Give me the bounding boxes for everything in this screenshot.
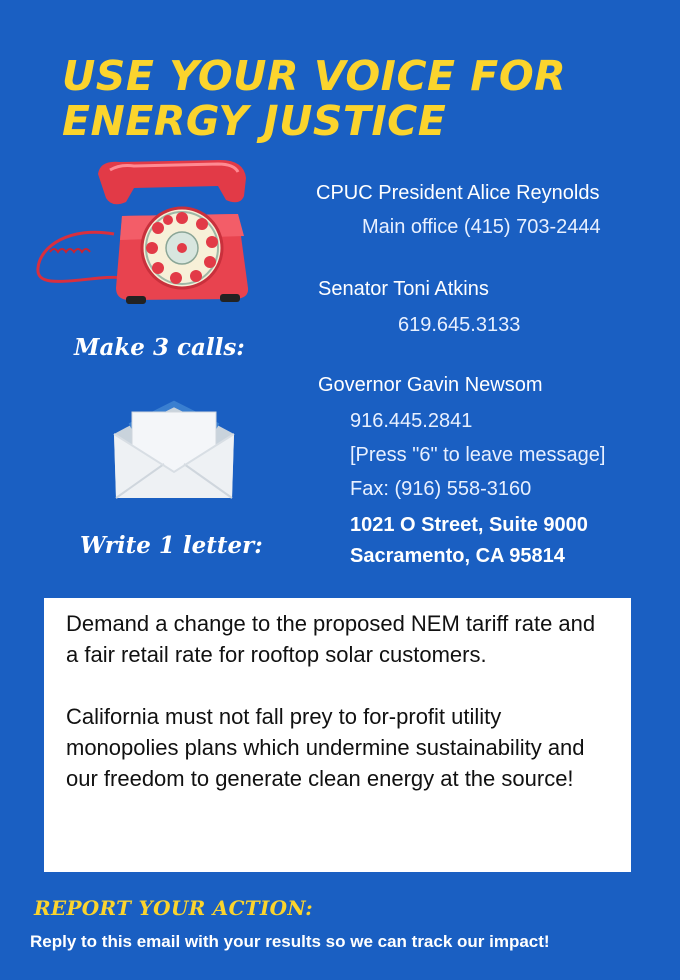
governor-phone-note: [Press "6" to leave message] — [350, 444, 606, 466]
senator-phone: 619.645.3133 — [398, 314, 521, 336]
governor-address-line-1: 1021 O Street, Suite 9000 — [350, 514, 588, 536]
governor-address-line-2: Sacramento, CA 95814 — [350, 545, 565, 567]
message-paragraph-2: California must not fall prey to for-profit utility monopolies plans which undermine sustainability and our freedom to generate clean energy at the source! — [66, 704, 585, 791]
message-paragraph-1: Demand a change to the proposed NEM tariff rate and a fair retail rate for rooftop solar customers. — [66, 611, 596, 667]
make-calls-label: Make 3 calls: — [74, 334, 245, 361]
cpuc-contact-name: CPUC President Alice Reynolds — [316, 182, 600, 204]
senator-contact-name: Senator Toni Atkins — [318, 278, 489, 300]
report-text: Reply to this email with your results so we can track our impact! — [30, 932, 550, 951]
headline-line-1: USE YOUR VOICE FOR — [62, 52, 567, 100]
rotary-telephone-icon — [30, 156, 255, 308]
governor-fax: Fax: (916) 558-3160 — [350, 478, 532, 500]
cpuc-phone: Main office (415) 703-2444 — [362, 216, 601, 238]
governor-phone: 916.445.2841 — [350, 410, 473, 432]
report-heading: REPORT YOUR ACTION: — [34, 896, 313, 920]
write-letter-label: Write 1 letter: — [80, 532, 263, 559]
governor-contact-name: Governor Gavin Newsom — [318, 374, 543, 396]
message-box — [44, 598, 631, 872]
envelope-icon — [104, 398, 244, 506]
headline-line-2: ENERGY JUSTICE — [62, 97, 447, 145]
headline — [62, 54, 662, 144]
